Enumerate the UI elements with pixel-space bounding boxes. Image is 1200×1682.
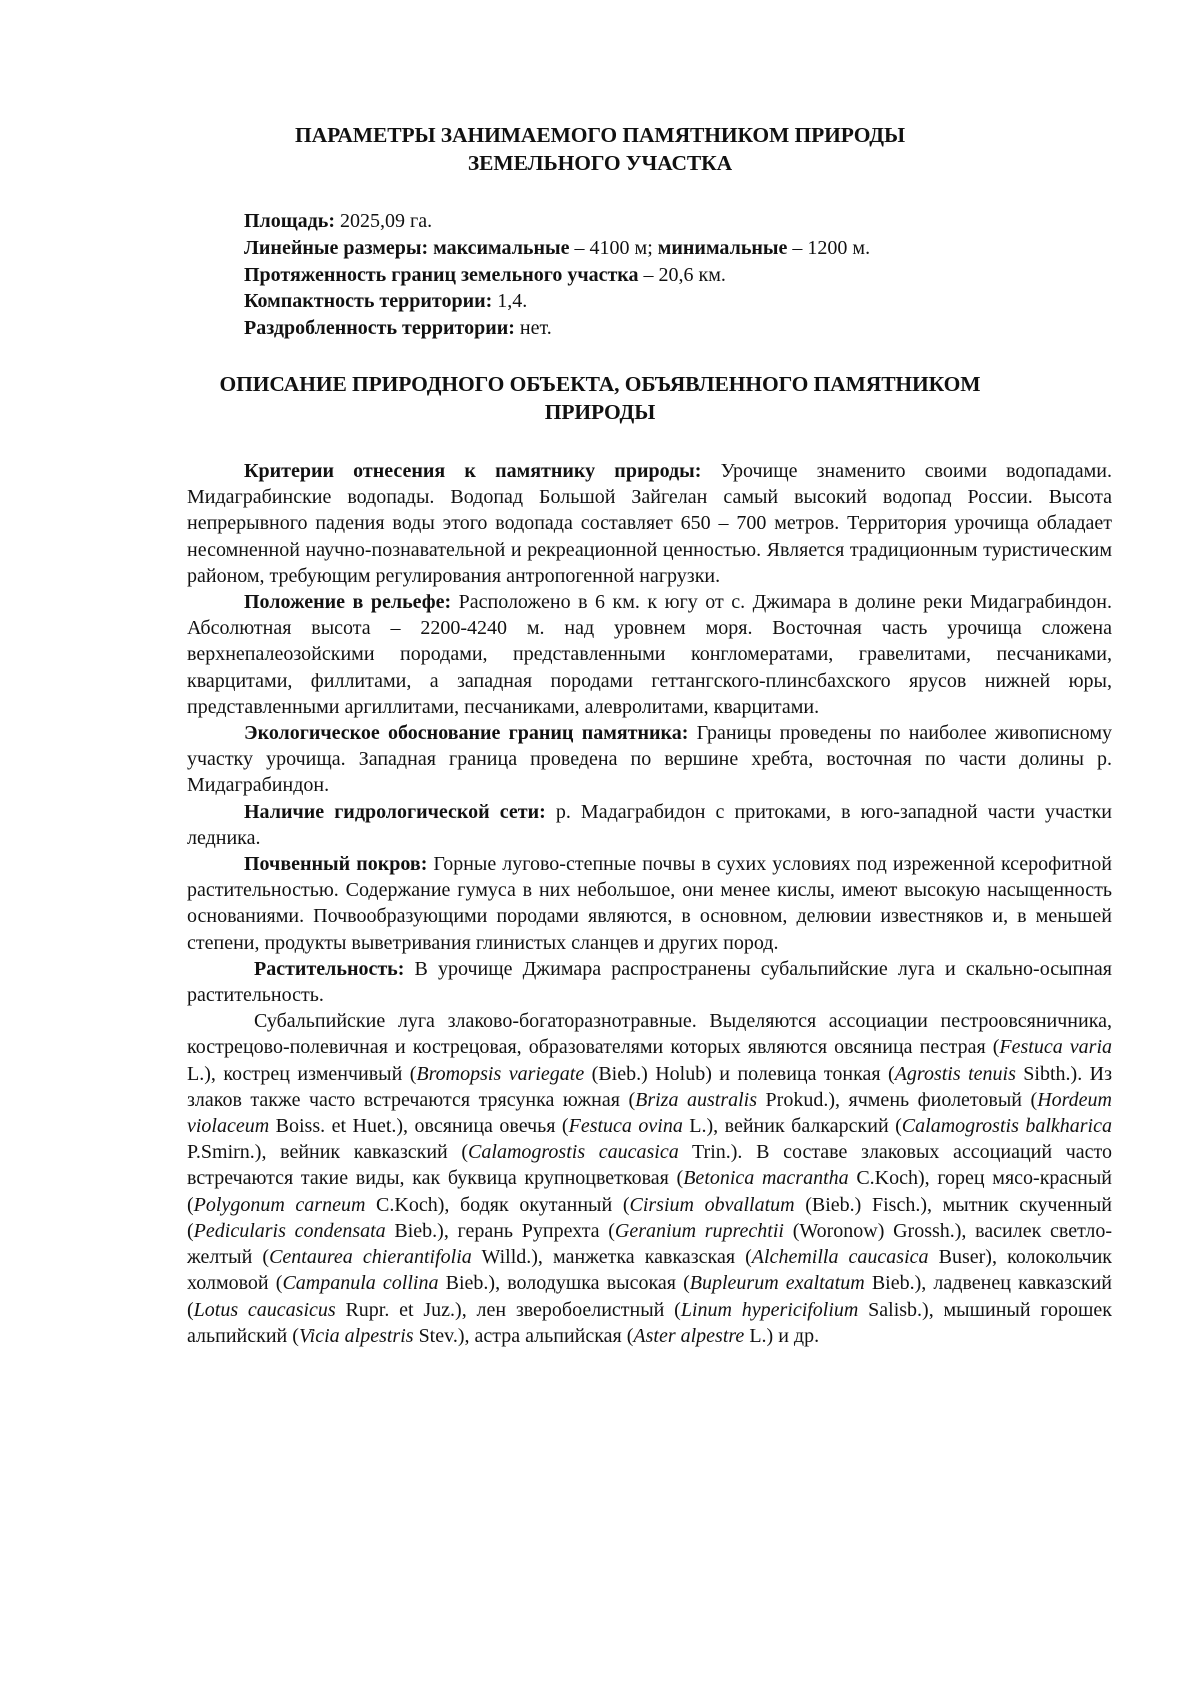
paragraph-text: (Bieb.) Fisch.), мытник скученный ( xyxy=(187,1193,1113,1242)
paragraph-text: Boiss. et Huet.), овсяница овечья ( xyxy=(269,1115,569,1138)
paragraph-text: Границы проведены по наиболее живописному участку урочища. Западная граница проведена по вершине хребта, восточная по части долины р. Мидаграбиндон. xyxy=(187,722,1112,797)
species-latin-name: Campanula collina xyxy=(282,1272,439,1295)
species-latin-name: Festuca ovina xyxy=(568,1115,683,1138)
paragraph-text: Stev.), астра альпийская ( xyxy=(413,1324,634,1347)
title-line: ПАРАМЕТРЫ ЗАНИМАЕМОГО ПАМЯТНИКОМ ПРИРОДЫ xyxy=(295,123,905,147)
section-title-parameters xyxy=(0,121,1200,177)
paragraph-text: P.Smirn.), вейник кавказский ( xyxy=(187,1141,469,1164)
paragraph-criteria xyxy=(187,458,1112,589)
species-latin-name: Vicia alpestris xyxy=(298,1324,414,1347)
species-latin-name: Lotus caucasicus xyxy=(193,1298,336,1321)
species-latin-name: Bupleurum exaltatum xyxy=(689,1272,865,1295)
paragraph-text: C.Koch), бодяк окутанный ( xyxy=(365,1193,630,1216)
species-latin-name: Festuca varia xyxy=(999,1036,1112,1059)
species-latin-name: Centaurea chierantifolia xyxy=(269,1246,472,1269)
paragraph-text: Горные лугово-степные почвы в сухих условиях под изреженной ксерофитной растительностью. Содержание гумуса в них небольшое, они менее кислы, имеют высокую насыщенность основаниями. Почвообразующими породами являются, в основном, делювии известняков и, в меньшей степени, продукты выветривания глинистых сланцев и других пород. xyxy=(187,853,1112,954)
param-value: 2025,09 га. xyxy=(335,210,433,232)
paragraph-soil xyxy=(187,851,1112,956)
paragraph-text: Bieb.), ладвенец кавказский ( xyxy=(187,1272,1113,1321)
paragraph-text: В урочище Джимара распространены субальпийские луга и скально-осыпная растительность. xyxy=(187,957,1112,1007)
paragraph-text: Trin.). В составе злаковых ассоциаций часто встречаются такие виды, как буквица крупноцветковая ( xyxy=(187,1141,1113,1190)
paragraph-text: Урочище знаменито своими водопадами. Мидаграбинские водопады. Водопад Большой Зайгелан самый высокий водопад России. Высота непрерывного падения воды этого водопада составляет 650 – 700 метров. Территория урочища обладает несомненной научно-познавательной и рекреационной ценностью. Является традиционным туристическим районом, требующим регулирования антропогенной нагрузки. xyxy=(187,460,1112,587)
paragraph-vegetation xyxy=(187,956,1112,1008)
param-label: Компактность территории: xyxy=(244,290,493,313)
param-label: минимальные xyxy=(657,236,788,259)
paragraph-text: C.Koch), горец мясо-красный ( xyxy=(187,1167,1113,1216)
paragraph-text: р. Мадаграбидон с притоками, в юго-западной части участки ледника. xyxy=(187,800,1112,849)
paragraph-label: Наличие гидрологической сети: xyxy=(244,800,546,823)
paragraph-label: Экологическое обоснование границ памятника: xyxy=(244,722,689,745)
paragraph-text: (Woronow) Grossh.), василек светло-желтый ( xyxy=(187,1219,1112,1269)
paragraph-text: Salisb.), мышиный горошек альпийский ( xyxy=(187,1298,1113,1347)
paragraph-text: Sibth.). Из злаков также часто встречаются трясунка южная ( xyxy=(187,1062,1112,1111)
species-latin-name: Aster alpestre xyxy=(633,1324,745,1347)
param-label: Площадь: xyxy=(244,210,336,232)
species-latin-name: Hordeum violaceum xyxy=(187,1088,1112,1138)
species-latin-name: Bromopsis variegate xyxy=(416,1062,585,1085)
param-fragment xyxy=(244,315,1120,342)
param-value: – 20,6 км. xyxy=(638,263,726,286)
species-latin-name: Pedicularis condensata xyxy=(193,1219,386,1242)
param-value: – 1200 м. xyxy=(787,236,871,259)
paragraph-text: (Bieb.) Holub) и полевица тонкая ( xyxy=(584,1062,895,1085)
paragraph-text: L.) и др. xyxy=(744,1324,820,1347)
section-title-description xyxy=(160,370,1040,426)
title-line: ЗЕМЕЛЬНОГО УЧАСТКА xyxy=(467,151,733,175)
species-latin-name: Alchemilla caucasica xyxy=(751,1246,929,1269)
parameters-list xyxy=(244,208,1120,342)
species-latin-name: Polygonum carneum xyxy=(193,1193,366,1216)
title-line: ОПИСАНИЕ ПРИРОДНОГО ОБЪЕКТА, ОБЪЯВЛЕННОГО ПАМЯТНИКОМ xyxy=(219,372,981,396)
param-value: нет. xyxy=(514,317,552,340)
paragraph-text: Rupr. et Juz.), лен зверобоелистный ( xyxy=(335,1298,681,1321)
param-label: Протяженность границ земельного участка xyxy=(244,263,639,286)
paragraph-text: Willd.), манжетка кавказская ( xyxy=(471,1246,752,1269)
param-value: – 4100 м; xyxy=(569,236,658,259)
species-latin-name: Geranium ruprechtii xyxy=(614,1219,784,1242)
paragraph-hydrology xyxy=(187,799,1112,851)
paragraph-relief xyxy=(187,589,1112,720)
paragraph-label: Критерии отнесения к памятнику природы: xyxy=(244,460,702,482)
species-latin-name: Betonica macrantha xyxy=(683,1167,849,1190)
paragraph-text: L.), кострец изменчивый ( xyxy=(187,1062,417,1085)
param-value: 1,4. xyxy=(492,290,528,313)
species-latin-name: Agrostis tenuis xyxy=(894,1062,1016,1085)
paragraph-label: Растительность: xyxy=(254,957,405,980)
species-latin-name: Calamogrostis caucasica xyxy=(468,1141,679,1164)
paragraph-text: Buser), колокольчик холмовой ( xyxy=(187,1246,1112,1295)
paragraph-label: Почвенный покров: xyxy=(244,853,428,876)
paragraph-meadows xyxy=(187,1008,1112,1349)
param-compact xyxy=(244,288,1120,315)
paragraph-text: L.), вейник балкарский ( xyxy=(682,1115,902,1138)
param-label: Линейные размеры: максимальные xyxy=(244,236,570,259)
paragraph-text: Расположено в 6 км. к югу от с. Джимара в долине реки Мидаграбиндон. Абсолютная высота – 2200-4240 м. над уровнем моря. Восточная часть урочища сложена верхнепалеозойскими породами, представленными конгломератами, гравелитами, песчаниками, кварцитами, филлитами, а западная породами геттангского-плинсбахского ярусов нижней юры, представленными аргиллитами, песчаниками, алевролитами, кварцитами. xyxy=(187,591,1112,718)
paragraph-text: Bieb.), володушка высокая ( xyxy=(438,1272,690,1295)
paragraph-text: Субальпийские луга злаково-богаторазнотравные. Выделяются ассоциации пестроовсяничника, кострецово-полевичная и кострецовая, образователями которых являются овсяница пестрая ( xyxy=(187,1010,1112,1059)
param-border xyxy=(244,262,1120,289)
species-latin-name: Briza australis xyxy=(635,1088,758,1111)
paragraph-label: Положение в рельефе: xyxy=(244,591,452,614)
paragraph-ecology xyxy=(187,720,1112,799)
param-label: Раздробленность территории: xyxy=(244,317,515,340)
paragraph-text: Prokud.), ячмень фиолетовый ( xyxy=(757,1088,1038,1111)
species-latin-name: Linum hypericifolium xyxy=(680,1298,859,1321)
description-body xyxy=(187,458,1112,1349)
param-area xyxy=(244,208,1120,235)
title-line: ПРИРОДЫ xyxy=(544,400,656,424)
species-latin-name: Cirsium obvallatum xyxy=(629,1193,795,1216)
species-latin-name: Calamogrostis balkharica xyxy=(901,1115,1112,1138)
paragraph-text: Bieb.), герань Рупрехта ( xyxy=(385,1219,615,1242)
param-linear xyxy=(244,235,1120,262)
